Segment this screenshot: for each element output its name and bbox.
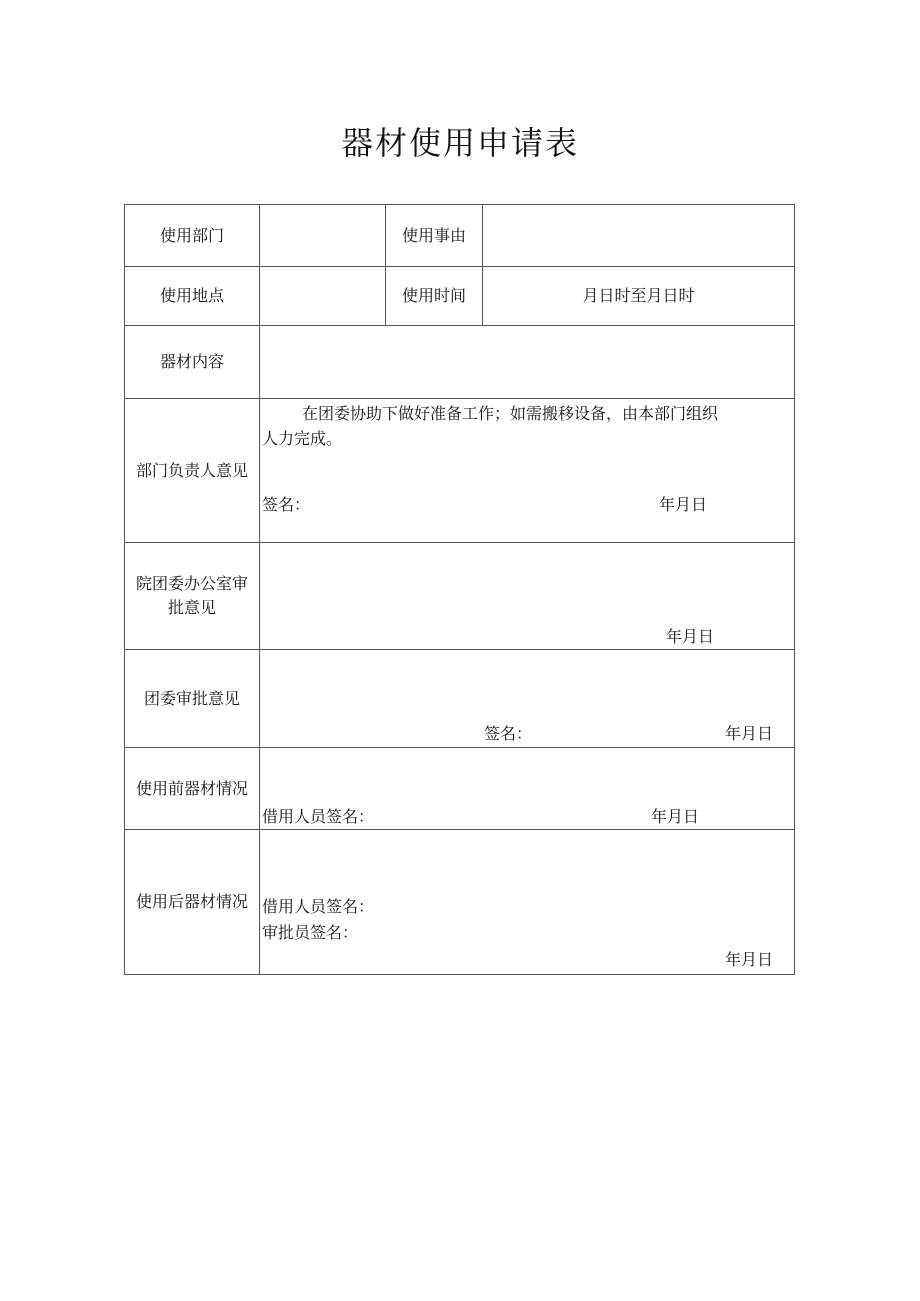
- content-field[interactable]: [260, 326, 794, 398]
- application-form: [124, 204, 795, 975]
- dept-field[interactable]: [260, 205, 385, 266]
- time-field[interactable]: 月日时至月日时: [582, 286, 695, 305]
- page-title: 器材使用申请表: [340, 124, 579, 162]
- after-use-approver-sign-label: 审批员签名：: [262, 923, 359, 942]
- dept-head-statement-line2: 人力完成。: [262, 429, 343, 448]
- dept-label: 使用部门: [159, 225, 224, 245]
- before-use-borrower-sign-label: 借用人员签名：: [262, 807, 375, 826]
- reason-label: 使用事由: [401, 225, 466, 245]
- place-field[interactable]: [260, 267, 385, 325]
- office-approval-date: 年月日: [666, 627, 715, 646]
- after-use-condition-label: 使用后器材情况: [135, 892, 248, 911]
- dept-head-date: 年月日: [659, 495, 708, 514]
- youth-league-sign-label: 签名：: [484, 724, 533, 743]
- after-use-date: 年月日: [725, 950, 774, 969]
- dept-head-statement-line1: 在团委协助下做好准备工作；如需搬移设备，由本部门组织: [302, 404, 719, 423]
- youth-league-approval-label: 团委审批意见: [143, 688, 240, 708]
- content-label: 器材内容: [159, 352, 224, 371]
- dept-head-sign-label: 签名：: [262, 495, 311, 514]
- time-label: 使用时间: [401, 286, 466, 305]
- place-label: 使用地点: [159, 286, 224, 305]
- office-approval-label: [125, 543, 259, 649]
- before-use-date: 年月日: [651, 807, 700, 826]
- after-use-borrower-sign-label: 借用人员签名：: [262, 897, 375, 916]
- reason-field[interactable]: [483, 205, 794, 266]
- office-approval-label-line2: 批意见: [167, 598, 216, 617]
- before-use-condition-label: 使用前器材情况: [135, 778, 248, 798]
- office-approval-label-line1: 院团委办公室审: [135, 574, 248, 593]
- dept-head-opinion-label: 部门负责人意见: [135, 460, 248, 480]
- youth-league-date: 年月日: [725, 724, 774, 743]
